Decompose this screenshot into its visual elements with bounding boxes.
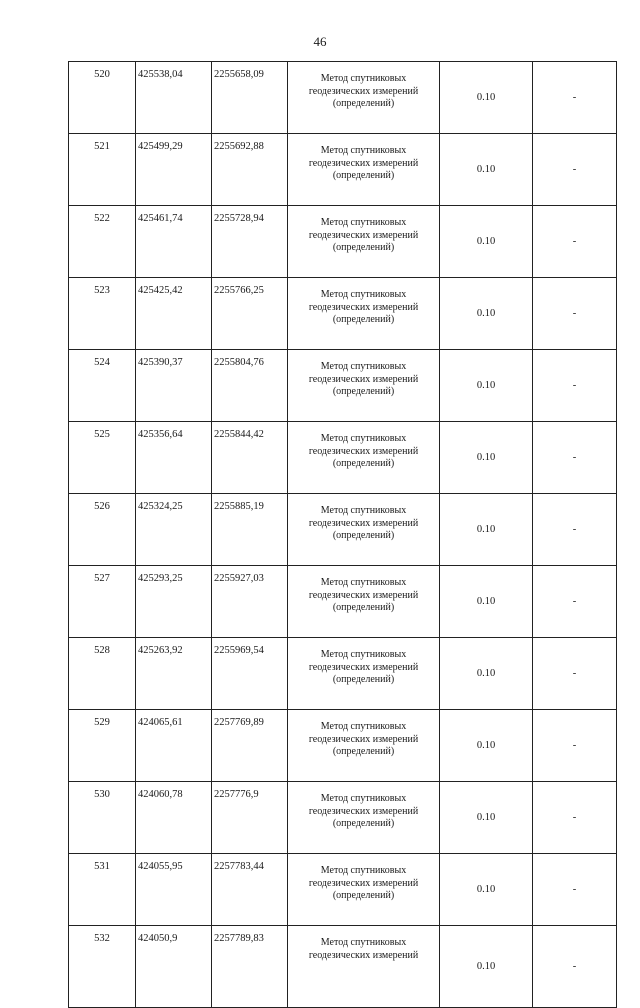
y-coordinate-cell: 2255692,88 (212, 134, 288, 206)
page-number: 46 (313, 34, 327, 49)
method-line: Метод спутниковых (320, 721, 407, 732)
x-coordinate-cell: 424060,78 (136, 782, 212, 854)
method-line: геодезических измерений (308, 445, 419, 457)
x-coordinate-cell: 425461,74 (136, 206, 212, 278)
x-coordinate-cell: 425499,29 (136, 134, 212, 206)
x-coordinate-cell: 425293,25 (136, 566, 212, 638)
accuracy-cell: 0.10 (440, 134, 533, 206)
method-cell (288, 782, 440, 854)
accuracy-cell: 0.10 (440, 710, 533, 782)
method-line: (определений) (332, 386, 395, 397)
note-cell: - (533, 62, 617, 134)
method-line: Метод спутниковых (320, 289, 407, 300)
accuracy-cell: 0.10 (440, 350, 533, 422)
note-cell: - (533, 422, 617, 494)
y-coordinate-cell: 2255844,42 (212, 422, 288, 494)
method-line: (определений) (332, 818, 395, 829)
accuracy-cell: 0.10 (440, 62, 533, 134)
note-cell: - (533, 350, 617, 422)
method-cell (288, 278, 440, 350)
method-line: геодезических измерений (308, 301, 419, 313)
y-coordinate-cell: 2255885,19 (212, 494, 288, 566)
x-coordinate-cell: 424055,95 (136, 854, 212, 926)
method-line: Метод спутниковых (320, 649, 407, 660)
accuracy-cell: 0.10 (440, 566, 533, 638)
method-line: (определений) (332, 98, 395, 109)
method-line: Метод спутниковых (320, 73, 407, 84)
method-line: геодезических измерений (308, 589, 419, 601)
y-coordinate-cell: 2255969,54 (212, 638, 288, 710)
accuracy-cell: 0.10 (440, 638, 533, 710)
method-cell (288, 350, 440, 422)
table-row (69, 62, 617, 134)
method-line: Метод спутниковых (320, 793, 407, 804)
point-number-cell: 520 (69, 62, 136, 134)
accuracy-cell: 0.10 (440, 206, 533, 278)
point-number-cell: 522 (69, 206, 136, 278)
table-row (69, 494, 617, 566)
method-line: (определений) (332, 458, 395, 469)
y-coordinate-cell: 2257789,83 (212, 926, 288, 1008)
table-row (69, 278, 617, 350)
method-line: геодезических измерений (308, 877, 419, 889)
accuracy-cell: 0.10 (440, 782, 533, 854)
table-row (69, 206, 617, 278)
table-row (69, 710, 617, 782)
point-number-cell: 523 (69, 278, 136, 350)
x-coordinate-cell: 425356,64 (136, 422, 212, 494)
method-line: геодезических измерений (308, 373, 419, 385)
method-line: геодезических измерений (308, 517, 419, 529)
note-cell: - (533, 494, 617, 566)
method-cell (288, 926, 440, 1008)
method-line: геодезических измерений (308, 85, 419, 97)
table-row (69, 854, 617, 926)
coordinates-table (68, 61, 617, 1008)
method-line: (определений) (332, 170, 395, 181)
note-cell: - (533, 782, 617, 854)
point-number-cell: 528 (69, 638, 136, 710)
method-line: геодезических измерений (308, 229, 419, 241)
point-number-cell: 524 (69, 350, 136, 422)
method-cell (288, 710, 440, 782)
method-cell (288, 206, 440, 278)
method-line: геодезических измерений (308, 157, 419, 169)
method-line: Метод спутниковых (320, 505, 407, 516)
note-cell: - (533, 638, 617, 710)
accuracy-cell: 0.10 (440, 926, 533, 1008)
x-coordinate-cell: 425390,37 (136, 350, 212, 422)
method-line: (определений) (332, 314, 395, 325)
method-cell (288, 134, 440, 206)
point-number-cell: 521 (69, 134, 136, 206)
note-cell: - (533, 206, 617, 278)
table-row (69, 926, 617, 1008)
accuracy-cell: 0.10 (440, 854, 533, 926)
x-coordinate-cell: 425425,42 (136, 278, 212, 350)
point-number-cell: 530 (69, 782, 136, 854)
y-coordinate-cell: 2257769,89 (212, 710, 288, 782)
method-cell (288, 638, 440, 710)
x-coordinate-cell: 425324,25 (136, 494, 212, 566)
method-cell (288, 62, 440, 134)
method-cell (288, 854, 440, 926)
point-number-cell: 526 (69, 494, 136, 566)
table-row (69, 566, 617, 638)
point-number-cell: 532 (69, 926, 136, 1008)
method-line: Метод спутниковых (320, 577, 407, 588)
method-line: Метод спутниковых (320, 217, 407, 228)
method-cell (288, 422, 440, 494)
point-number-cell: 531 (69, 854, 136, 926)
method-line: Метод спутниковых (320, 145, 407, 156)
table-row (69, 134, 617, 206)
method-line: геодезических измерений (308, 733, 419, 745)
method-line: Метод спутниковых (320, 865, 407, 876)
method-line: геодезических измерений (308, 805, 419, 817)
table-row (69, 422, 617, 494)
note-cell: - (533, 854, 617, 926)
method-line: геодезических измерений (308, 661, 419, 673)
accuracy-cell: 0.10 (440, 494, 533, 566)
method-line: (определений) (332, 242, 395, 253)
method-cell (288, 566, 440, 638)
table-row (69, 782, 617, 854)
y-coordinate-cell: 2255804,76 (212, 350, 288, 422)
accuracy-cell: 0.10 (440, 422, 533, 494)
note-cell: - (533, 566, 617, 638)
method-line: геодезических измерений (308, 949, 419, 961)
method-line: Метод спутниковых (320, 361, 407, 372)
method-cell (288, 494, 440, 566)
note-cell: - (533, 134, 617, 206)
point-number-cell: 527 (69, 566, 136, 638)
method-line: (определений) (332, 746, 395, 757)
table-row (69, 638, 617, 710)
method-line: (определений) (332, 530, 395, 541)
method-line: Метод спутниковых (320, 433, 407, 444)
accuracy-cell: 0.10 (440, 278, 533, 350)
method-line: (определений) (332, 674, 395, 685)
y-coordinate-cell: 2255927,03 (212, 566, 288, 638)
y-coordinate-cell: 2257776,9 (212, 782, 288, 854)
x-coordinate-cell: 424065,61 (136, 710, 212, 782)
x-coordinate-cell: 424050,9 (136, 926, 212, 1008)
x-coordinate-cell: 425538,04 (136, 62, 212, 134)
point-number-cell: 525 (69, 422, 136, 494)
table-row (69, 350, 617, 422)
method-line: Метод спутниковых (320, 937, 407, 948)
method-line: (определений) (332, 890, 395, 901)
y-coordinate-cell: 2255658,09 (212, 62, 288, 134)
method-line: (определений) (332, 602, 395, 613)
note-cell: - (533, 710, 617, 782)
y-coordinate-cell: 2257783,44 (212, 854, 288, 926)
y-coordinate-cell: 2255728,94 (212, 206, 288, 278)
x-coordinate-cell: 425263,92 (136, 638, 212, 710)
note-cell: - (533, 926, 617, 1008)
note-cell: - (533, 278, 617, 350)
point-number-cell: 529 (69, 710, 136, 782)
y-coordinate-cell: 2255766,25 (212, 278, 288, 350)
